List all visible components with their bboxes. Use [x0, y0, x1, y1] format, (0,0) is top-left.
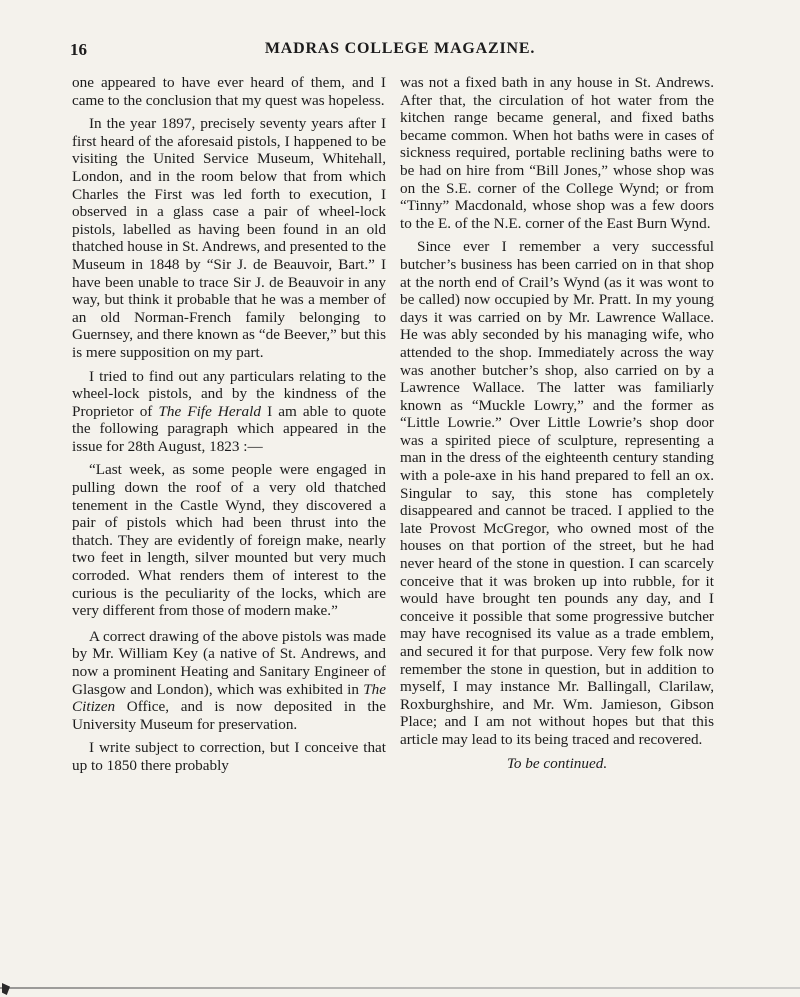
running-head: MADRAS COLLEGE MAGAZINE.: [264, 40, 536, 57]
paragraph: [72, 628, 386, 734]
paragraph: Since ever I remember a very successful butcher’s business has been carried on in that shop at the north end of Crail’s Wynd (as it was wont to be called) now occupied by Mr. Pratt. In my young days it was carried on by Mr. Lawrence Wallace. He was ably seconded by his managing wife, who attended to the shop. Immediately across the way was another butcher’s shop, also carried on by a Lawrence Wallace. The latter was familiarly known as “Muckle Lowry,” and the former as “Little Lowrie.” Over Little Lowrie’s shop door was a spirited piece of sculpture, representing a man in the dress of the eighteenth century standing with a pole-axe in his hand prepared to fell an ox. Singular to say, this stone has completely disappeared and cannot be traced. I applied to the late Provost McGregor, who owned most of the houses on that portion of the street, but he had never heard of the stone in question. I can scarcely conceive that it was broken up into rubble, for it would have brought ten pounds any day, and I conceive it possible that some progressive butcher may have recognised its value as a trade emblem, and secured it for that purpose. Very few folk now remember the stone in question, but in addition to myself, I may instance Mr. Ballingall, Clarilaw, Roxburghshire, and Mr. Wm. Jamieson, Gibson Place; and I am not without hopes but that this article may lead to its being traced and recovered.: [400, 238, 714, 748]
newspaper-title: The Citizen: [72, 680, 386, 716]
continued-note: To be continued.: [506, 754, 608, 772]
left-column: [72, 74, 386, 775]
newspaper-title: The Fife Herald: [158, 402, 261, 420]
page-number: 16: [70, 40, 87, 59]
paragraph: one appeared to have ever heard of them, and I came to the conclusion that my quest was hopeless.: [72, 74, 386, 109]
paragraph: was not a fixed bath in any house in St. Andrews. After that, the circulation of hot water from the kitchen range became general, and fixed baths became common. When hot baths were in cases of sickness required, portable reclining baths were to be had on hire from “Bill Jones,” whose shop was on the S.E. corner of the College Wynd; or from “Tinny” Macdonald, whose shop was a few doors to the E. of the N.E. corner of the East Burn Wynd.: [400, 74, 714, 232]
paragraph: I write subject to correction, but I conceive that up to 1850 there probably: [72, 739, 386, 774]
paragraph: [72, 368, 386, 456]
quoted-paragraph: “Last week, as some people were engaged in pulling down the roof of a very old thatched tenement in the Castle Wynd, they discovered a pair of pistols which had been thrust into the thatch. They are evidently of foreign make, nearly two feet in length, silver mounted but very much corroded. What renders them of interest to the curious is the peculiarity of the locks, which are very different from those of modern make.”: [72, 461, 386, 620]
paragraph-text: A correct drawing of the above pistols was made by Mr. William Key (a native of St. Andrews, and now a prominent Heating and Sanitary Engineer of Glasgow and London), which was exhibited in: [72, 627, 386, 698]
scan-edge: [0, 987, 800, 989]
paragraph-text: Office, and is now deposited in the University Museum for preservation.: [72, 698, 386, 733]
right-column: [400, 74, 714, 778]
paragraph: In the year 1897, precisely seventy years after I first heard of the aforesaid pistols, I happened to be visiting the United Service Museum, Whitehall, London, and in the room below that from which Charles the First was led forth to execution, I observed in a glass case a pair of wheel-lock pistols, labelled as having been found in an old thatched house in St. Andrews, and presented to the Museum in 1848 by “Sir J. de Beauvoir, Bart.” I have been unable to trace Sir J. de Beauvoir in any way, but think it probable that he was a member of an old Norman-French family belonging to Guernsey, and there known as “de Beever,” but this is mere supposition on my part.: [72, 115, 386, 361]
paragraph-text: I am able to quote the following paragraph which appeared in the issue for 28th August, 1823 :—: [72, 402, 387, 455]
scan-mark: [2, 983, 10, 995]
paragraph-text: I tried to find out any particulars relating to the wheel-lock pistols, and by the kindness of the Proprietor of: [72, 367, 386, 420]
